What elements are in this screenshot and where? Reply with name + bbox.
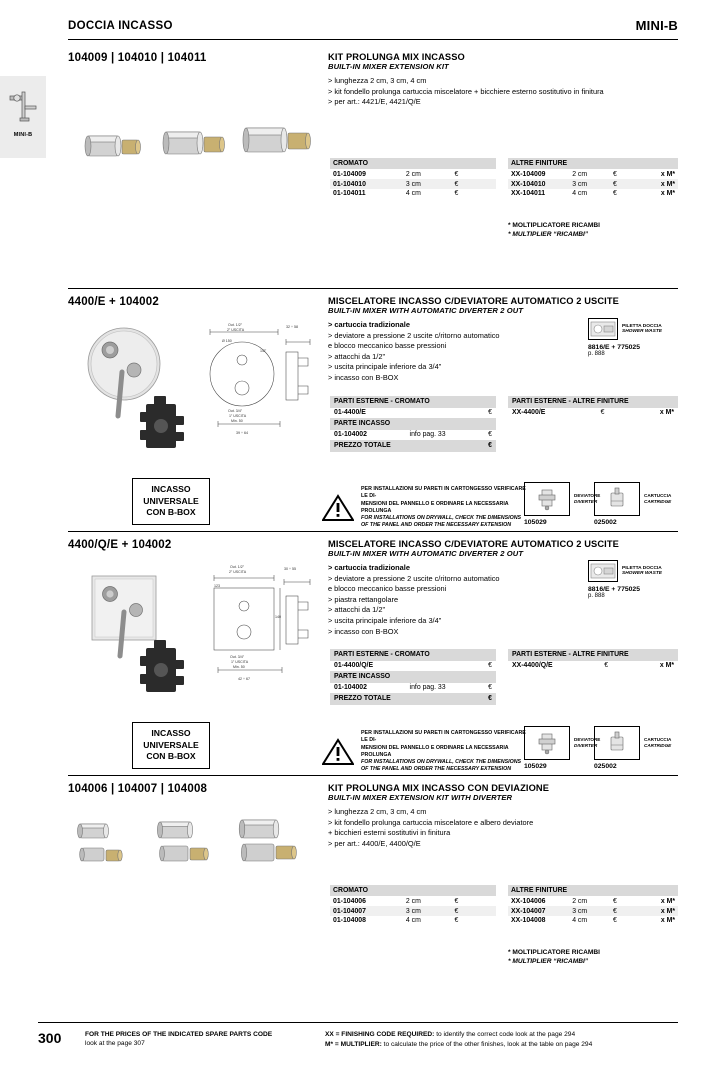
cell-code: XX-4400/E xyxy=(512,409,546,417)
price-table-chrome xyxy=(330,158,496,199)
accessory-code: 105029 xyxy=(524,519,547,526)
section-3-title-it: MISCELATORE INCASSO C/DEVIATORE AUTOMATICO 2 USCITE xyxy=(328,539,619,549)
section-3-warning xyxy=(322,730,532,774)
accessory-code: 105029 xyxy=(524,763,547,770)
head-external-chrome: PARTI ESTERNE - CROMATO xyxy=(330,649,496,661)
section-3-price-tables xyxy=(68,649,678,705)
cell-length: 2 cm xyxy=(405,170,421,178)
cell-note: info pag. 33 xyxy=(409,431,446,439)
section-2-title-it: MISCELATORE INCASSO C/DEVIATORE AUTOMATICO 2 USCITE xyxy=(328,296,619,306)
head-external-other: PARTI ESTERNE - ALTRE FINITURE xyxy=(508,649,678,661)
cell-price: € xyxy=(454,170,459,178)
accessory-title-it: DEVIATORE xyxy=(574,493,601,499)
waste-title-it: PILETTA DOCCIA xyxy=(622,566,662,571)
warning-en-2: OF THE PANEL AND ORDER THE NECESSARY EXTENSION xyxy=(361,766,512,773)
waste-title-it: PILETTA DOCCIA xyxy=(622,324,662,329)
section-3-title-en: BUILT-IN MIXER WITH AUTOMATIC DIVERTER 2 OUT xyxy=(328,549,524,558)
warning-it-2: MENSIONI DEL PANNELLO E ORDINARE LA NECESSARIA PROLUNGA xyxy=(361,500,509,514)
section-2-badge: INCASSO UNIVERSALE CON B-BOX xyxy=(132,478,210,525)
bullet: > piastra rettangolare xyxy=(328,594,399,604)
divider xyxy=(68,531,678,532)
cell-multiplier: x M* xyxy=(647,906,678,916)
accessory-title-it: CARTUCCIA xyxy=(644,493,672,499)
header-right-title: MINI-B xyxy=(635,18,678,33)
bullet: > incasso con B-BOX xyxy=(328,372,399,382)
section-1 xyxy=(68,52,678,108)
note-en: * MULTIPLIER “RICAMBI” xyxy=(508,231,589,239)
cell-code: 01-104006 xyxy=(333,897,366,905)
svg-text:32 ÷ 58: 32 ÷ 58 xyxy=(286,325,298,329)
cell-code: 01-4400/Q/E xyxy=(334,662,374,670)
waste-page: p. 888 xyxy=(588,351,605,357)
shower-waste-icon xyxy=(588,318,618,340)
section-2-warning xyxy=(322,486,532,530)
section-4-bullets xyxy=(328,807,678,849)
cell-price: € xyxy=(454,917,459,925)
section-4-title-en: BUILT-IN MIXER EXTENSION KIT WITH DIVERTER xyxy=(328,793,513,802)
cell-length: 4 cm xyxy=(572,190,588,198)
cell-code: 01-104002 xyxy=(334,431,367,439)
cell-price: € xyxy=(451,906,496,916)
warning-it-1: PER INSTALLAZIONI SU PARETI IN CARTONGESSO VERIFICARE LE DI- xyxy=(361,486,526,500)
bullet: > kit fondello prolunga cartuccia miscelatore + bicchiere esterno sostitutivo in finitura xyxy=(328,86,604,96)
bullet: > uscita principale inferiore da 3/4” xyxy=(328,615,442,625)
bullet: > incasso con B-BOX xyxy=(328,626,399,636)
price-table-other-finishes xyxy=(508,885,678,926)
cell-length: 4 cm xyxy=(405,190,421,198)
shower-mixer-icon xyxy=(8,90,40,124)
total-price: € xyxy=(488,442,492,450)
cell-code: 01-104008 xyxy=(333,917,366,925)
cell-price: € xyxy=(612,897,617,905)
bullet: e blocco meccanico basse pressioni xyxy=(328,341,447,351)
footer-left-normal: look at the page 307 xyxy=(85,1040,145,1047)
svg-text:1” USCITA: 1” USCITA xyxy=(231,660,249,664)
section-3-badge: INCASSO UNIVERSALE CON B-BOX xyxy=(132,722,210,769)
warning-triangle-icon xyxy=(322,738,354,766)
cell-price: € xyxy=(451,179,496,189)
bullet: > lunghezza 2 cm, 3 cm, 4 cm xyxy=(328,807,427,816)
cell-price: € xyxy=(610,179,647,189)
section-3-accessory-cartridge xyxy=(594,726,671,770)
footer-xx-text: to identify the correct code look at the page 294 xyxy=(434,1031,576,1038)
cell-price: € xyxy=(612,917,617,925)
cell-price: € xyxy=(612,170,617,178)
section-2-accessory-cartridge xyxy=(594,482,671,526)
cell-price: € xyxy=(612,190,617,198)
cell-price: € xyxy=(454,897,459,905)
head-total xyxy=(330,693,496,705)
waste-code: 8816/E + 775025 xyxy=(588,344,640,351)
section-2-shower-waste xyxy=(588,318,696,357)
row-built-in-part xyxy=(330,683,496,693)
footer-left-note xyxy=(85,1030,272,1048)
row-built-in-part xyxy=(330,430,496,440)
note-it: * MOLTIPLICATORE RICAMBI xyxy=(508,221,600,229)
footer-xx-label: XX = FINISHING CODE REQUIRED: xyxy=(325,1031,435,1038)
cell-length: 3 cm xyxy=(403,906,452,916)
note-en: * MULTIPLIER “RICAMBI” xyxy=(508,958,589,966)
svg-text:2” USCITA: 2” USCITA xyxy=(229,570,247,574)
cell-price: € xyxy=(488,662,492,670)
cell-multiplier: x M* xyxy=(660,917,675,925)
cell-code: XX-104011 xyxy=(511,190,546,198)
table-head-other: ALTRE FINITURE xyxy=(508,158,678,169)
accessory-code: 025002 xyxy=(594,763,617,770)
accessory-title-en: CARTRIDGE xyxy=(644,499,672,504)
warning-it-2: MENSIONI DEL PANNELLO E ORDINARE LA NECESSARIA PROLUNGA xyxy=(361,744,509,758)
section-2-codes: 4400/E + 104002 xyxy=(68,296,159,308)
waste-title-en: SHOWER WASTE xyxy=(622,571,662,576)
svg-text:1” USCITA: 1” USCITA xyxy=(229,414,247,418)
cell-code: XX-104010 xyxy=(508,179,569,189)
footer-m-text: to calculate the price of the other finishes, look at the table on page 294 xyxy=(381,1040,593,1048)
bullet: > lunghezza 2 cm, 3 cm, 4 cm xyxy=(328,76,427,85)
page-number: 300 xyxy=(38,1030,62,1046)
total-label: PREZZO TOTALE xyxy=(334,695,391,703)
section-3-accessory-diverter xyxy=(524,726,600,770)
svg-text:Out. 1/2”: Out. 1/2” xyxy=(230,565,244,569)
side-tab xyxy=(0,76,46,158)
table-head-chrome: CROMATO xyxy=(330,158,496,169)
cell-price: € xyxy=(610,906,647,916)
accessory-title-en: DIVERTER xyxy=(574,743,598,748)
svg-text:39 ÷ 64: 39 ÷ 64 xyxy=(236,431,248,435)
cell-code: 01-104010 xyxy=(330,179,403,189)
svg-text:30 ÷ 55: 30 ÷ 55 xyxy=(284,567,296,571)
bullet: > kit fondello prolunga cartuccia miscelatore e albero deviatore xyxy=(328,817,534,827)
cell-length: 2 cm xyxy=(572,897,588,905)
shower-waste-icon xyxy=(588,560,618,582)
cartridge-icon xyxy=(594,726,640,760)
cell-multiplier: x M* xyxy=(659,662,674,670)
warning-text xyxy=(361,486,532,530)
svg-text:Ø 150: Ø 150 xyxy=(222,339,232,343)
head-total xyxy=(330,440,496,452)
cell-length: 2 cm xyxy=(572,170,588,178)
section-1-price-tables xyxy=(68,158,678,240)
svg-text:123: 123 xyxy=(214,584,220,588)
waste-page: p. 888 xyxy=(588,593,605,599)
bullet: e blocco meccanico basse pressioni xyxy=(328,584,447,594)
cell-price: € xyxy=(454,190,459,198)
svg-text:2” USCITA: 2” USCITA xyxy=(227,328,245,332)
footer-right-note xyxy=(325,1030,592,1049)
bullet: > attacchi da 1/2” xyxy=(328,605,385,615)
cell-price: € xyxy=(488,684,492,692)
cartridge-icon xyxy=(594,482,640,516)
footer-divider xyxy=(38,1022,678,1023)
bullet: > uscita principale inferiore da 3/4” xyxy=(328,362,442,372)
bullet: > deviatore a pressione 2 uscite c/ritorno automatico xyxy=(328,330,500,340)
cell-length: 2 cm xyxy=(405,897,421,905)
section-4-codes: 104006 | 104007 | 104008 xyxy=(68,783,208,795)
cell-code: 01-104009 xyxy=(333,170,366,178)
header-left-title: DOCCIA INCASSO xyxy=(68,19,173,32)
warning-en-1: FOR INSTALLATIONS ON DRYWALL, CHECK THE DIMENSIONS xyxy=(361,515,522,522)
waste-code: 8816/E + 775025 xyxy=(588,586,640,593)
warning-en-2: OF THE PANEL AND ORDER THE NECESSARY EXTENSION xyxy=(361,522,512,529)
page-header xyxy=(68,18,678,40)
cell-multiplier: x M* xyxy=(660,190,675,198)
section-4-price-tables xyxy=(68,885,678,967)
svg-text:Out. 1/2”: Out. 1/2” xyxy=(228,323,242,327)
price-table-chrome xyxy=(330,885,496,926)
cell-length: 3 cm xyxy=(569,179,610,189)
bullet: > attacchi da 1/2” xyxy=(328,351,385,361)
cell-code: XX-104009 xyxy=(511,170,546,178)
price-table-other-finishes xyxy=(508,158,678,199)
section-1-title-en: BUILT-IN MIXER EXTENSION KIT xyxy=(328,62,449,71)
svg-text:140: 140 xyxy=(275,615,281,619)
total-label: PREZZO TOTALE xyxy=(334,442,391,450)
warning-it-1: PER INSTALLAZIONI SU PARETI IN CARTONGESSO VERIFICARE LE DI- xyxy=(361,730,526,744)
divider xyxy=(68,775,678,776)
cell-length: 4 cm xyxy=(572,917,588,925)
cell-note: info pag. 33 xyxy=(409,684,446,692)
note-it: * MOLTIPLICATORE RICAMBI xyxy=(508,948,600,956)
head-built-in-part: PARTE INCASSO xyxy=(330,418,496,430)
cell-multiplier: x M* xyxy=(660,897,675,905)
cell-multiplier: x M* xyxy=(659,409,674,417)
cell-length: 3 cm xyxy=(403,179,452,189)
cell-code: 01-104011 xyxy=(333,190,366,198)
table-head-chrome: CROMATO xyxy=(330,885,496,896)
cell-price: € xyxy=(600,409,605,417)
total-price: € xyxy=(488,695,492,703)
cell-multiplier: x M* xyxy=(647,179,678,189)
cell-multiplier: x M* xyxy=(660,170,675,178)
cell-length: 3 cm xyxy=(569,906,610,916)
bullet: + bicchieri esterni sostitutivi in finitura xyxy=(328,828,451,838)
section-1-codes: 104009 | 104010 | 104011 xyxy=(68,52,207,64)
accessory-title-it: CARTUCCIA xyxy=(644,737,672,743)
svg-text:Min. 50: Min. 50 xyxy=(233,665,245,669)
section-4-multiplier-note xyxy=(508,948,678,967)
diverter-icon xyxy=(524,482,570,516)
cell-code: 01-4400/E xyxy=(334,409,366,417)
divider xyxy=(68,288,678,289)
section-3-codes: 4400/Q/E + 104002 xyxy=(68,539,172,551)
cell-length: 4 cm xyxy=(405,917,421,925)
row-external-chrome xyxy=(330,661,496,671)
row-external-other xyxy=(508,661,678,671)
diverter-icon xyxy=(524,726,570,760)
svg-text:1/2”: 1/2” xyxy=(260,349,267,353)
head-external-chrome: PARTI ESTERNE - CROMATO xyxy=(330,396,496,408)
row-external-other xyxy=(508,408,678,418)
cell-code: 01-104002 xyxy=(334,684,367,692)
row-external-chrome xyxy=(330,408,496,418)
accessory-title-it: DEVIATORE xyxy=(574,737,601,743)
cell-code: XX-4400/Q/E xyxy=(512,662,553,670)
waste-title-en: SHOWER WASTE xyxy=(622,329,662,334)
cell-price: € xyxy=(488,431,492,439)
section-3-shower-waste xyxy=(588,560,696,599)
cell-code: XX-104006 xyxy=(511,897,546,905)
cell-price: € xyxy=(488,409,492,417)
cell-code: XX-104007 xyxy=(508,906,569,916)
cell-code: 01-104007 xyxy=(330,906,403,916)
table-head-other: ALTRE FINITURE xyxy=(508,885,678,896)
section-4-title-it: KIT PROLUNGA MIX INCASSO CON DEVIAZIONE xyxy=(328,783,550,793)
cell-code: XX-104008 xyxy=(511,917,546,925)
section-1-title-it: KIT PROLUNGA MIX INCASSO xyxy=(328,52,465,62)
section-4-product-image xyxy=(70,818,320,878)
accessory-title-en: CARTRIDGE xyxy=(644,743,672,748)
svg-text:42 ÷ 67: 42 ÷ 67 xyxy=(238,677,250,681)
section-1-bullets xyxy=(328,76,678,108)
warning-triangle-icon xyxy=(322,494,354,522)
warning-text xyxy=(361,730,532,774)
bullet: > cartuccia tradizionale xyxy=(328,320,410,329)
section-2-accessory-diverter xyxy=(524,482,600,526)
footer-left-bold: FOR THE PRICES OF THE INDICATED SPARE PARTS CODE xyxy=(85,1031,273,1038)
side-tab-label: MINI-B xyxy=(13,132,33,138)
head-built-in-part: PARTE INCASSO xyxy=(330,671,496,683)
section-2-title-en: BUILT-IN MIXER WITH AUTOMATIC DIVERTER 2 OUT xyxy=(328,306,524,315)
svg-text:Out. 3/4”: Out. 3/4” xyxy=(228,409,242,413)
bullet: > per art.: 4400/E, 4400/Q/E xyxy=(328,838,421,848)
cell-price: € xyxy=(604,662,609,670)
warning-en-1: FOR INSTALLATIONS ON DRYWALL, CHECK THE DIMENSIONS xyxy=(361,759,522,766)
accessory-title-en: DIVERTER xyxy=(574,499,598,504)
svg-text:Out. 3/4”: Out. 3/4” xyxy=(230,655,244,659)
head-external-other: PARTI ESTERNE - ALTRE FINITURE xyxy=(508,396,678,408)
bullet: > cartuccia tradizionale xyxy=(328,563,410,572)
bullet: > per art.: 4421/E, 4421/Q/E xyxy=(328,97,421,107)
section-2-price-tables xyxy=(68,396,678,452)
footer-m-label: M* = MULTIPLIER: xyxy=(325,1040,382,1048)
bullet: > deviatore a pressione 2 uscite c/ritorno automatico xyxy=(328,573,500,583)
accessory-code: 025002 xyxy=(594,519,617,526)
svg-text:Min. 50: Min. 50 xyxy=(231,419,243,423)
section-1-multiplier-note xyxy=(508,221,678,240)
